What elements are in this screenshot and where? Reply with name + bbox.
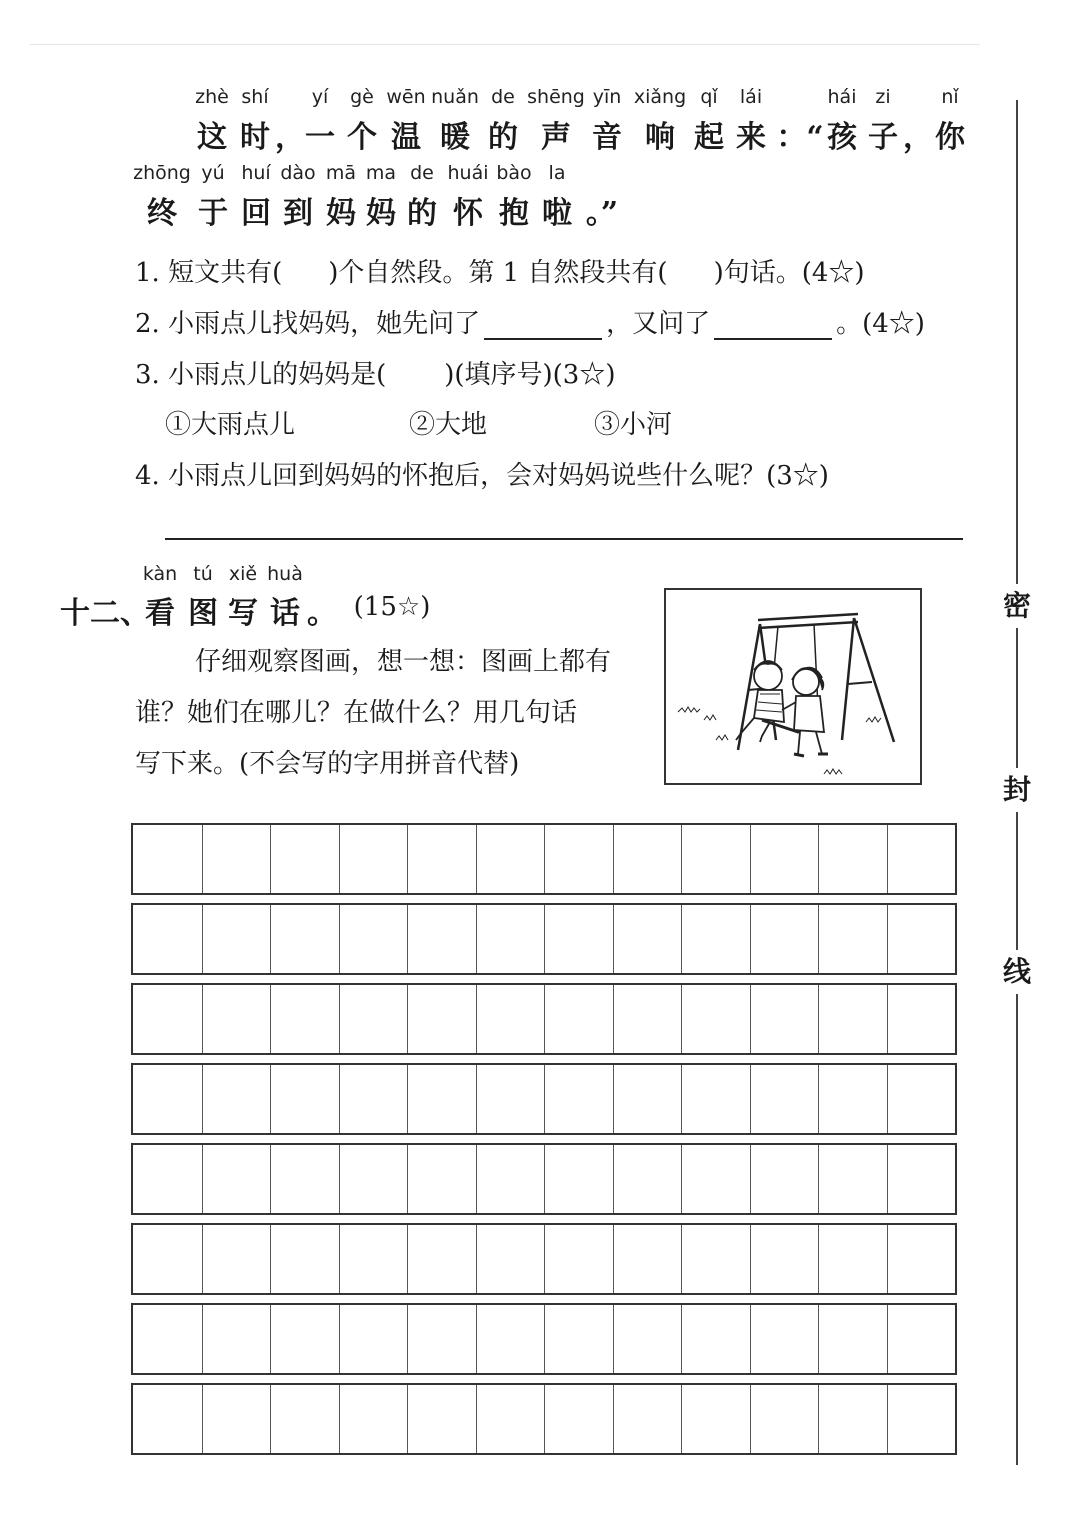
grid-cell[interactable] [750,1385,820,1453]
char: 。 [307,596,337,631]
char: 音 [592,120,622,155]
grid-cell[interactable] [407,905,477,973]
grid-cell[interactable] [544,905,614,973]
grid-cell[interactable] [818,1065,888,1133]
grid-cell[interactable] [476,1065,546,1133]
grid-cell[interactable] [202,1145,272,1213]
char: 温 [391,120,421,155]
grid-cell[interactable] [133,1385,202,1453]
top-rule [30,44,980,45]
grid-cell[interactable] [681,1145,751,1213]
grid-cell[interactable] [339,1385,409,1453]
pinyin: ma [365,162,397,184]
answer-blank[interactable] [484,314,602,340]
grid-cell[interactable] [750,1225,820,1293]
option-2: ②大地 [409,410,488,440]
grid-cell[interactable] [818,1145,888,1213]
char: 子 [868,120,898,155]
passage-line1-text [0,112,1000,155]
char: 的 [407,196,437,231]
grid-cell[interactable] [270,1065,340,1133]
grid-cell[interactable] [407,1305,477,1373]
grid-cell[interactable] [270,1225,340,1293]
grid-cell[interactable] [818,825,888,893]
char: 到 [283,196,313,231]
grid-row [131,1383,957,1455]
grid-cell[interactable] [887,1305,957,1373]
char: 的 [488,120,518,155]
grid-cell[interactable] [202,1065,272,1133]
grid-cell[interactable] [750,985,820,1053]
char: 起 [694,120,724,155]
pinyin: tú [193,563,213,585]
question-2 [135,303,925,340]
pinyin: kàn [142,563,178,585]
grid-cell[interactable] [681,1065,751,1133]
swing-illustration [666,590,920,783]
grid-cell[interactable] [133,905,202,973]
section-number: 十二、 [60,596,150,631]
pinyin: mā [325,162,357,184]
pinyin: huái [447,162,489,184]
pinyin: nuǎn [431,86,479,108]
grid-cell[interactable] [133,1065,202,1133]
grid-cell[interactable] [133,1305,202,1373]
grid-cell[interactable] [202,1385,272,1453]
section12-instruction-2: 谁？她们在哪儿？在做什么？用几句话 [135,698,578,728]
grid-cell[interactable] [818,1225,888,1293]
grid-cell[interactable] [544,1225,614,1293]
char: 这 [197,120,227,155]
grid-cell[interactable] [613,985,683,1053]
grid-cell[interactable] [202,1225,272,1293]
grid-cell[interactable] [476,1145,546,1213]
passage-line2-pinyin [0,162,1000,188]
answer-blank[interactable] [714,314,832,340]
section12-instruction-1: 仔细观察图画，想一想：图画上都有 [195,647,612,677]
grid-cell[interactable] [544,985,614,1053]
seal-char-feng: 封 [1000,768,1034,812]
grid-cell[interactable] [270,985,340,1053]
swing-picture [664,588,922,785]
pinyin: gè [350,86,374,108]
char: 看 [145,596,175,631]
grid-cell[interactable] [270,1385,340,1453]
char: 抱 [499,196,529,231]
grid-cell[interactable] [544,1305,614,1373]
grid-cell[interactable] [887,985,957,1053]
grid-cell[interactable] [339,985,409,1053]
pinyin: yú [201,162,225,184]
grid-cell[interactable] [818,905,888,973]
question-1-part-c: )句话。(4☆) [713,258,865,288]
grid-cell[interactable] [202,1305,272,1373]
grid-cell[interactable] [270,905,340,973]
grid-cell[interactable] [887,1225,957,1293]
grid-cell[interactable] [476,1225,546,1293]
grid-cell[interactable] [613,1065,683,1133]
pinyin: zhōng [133,162,191,184]
grid-cell[interactable] [613,1305,683,1373]
grid-row [131,903,957,975]
char: ， [903,120,933,155]
grid-cell[interactable] [407,1065,477,1133]
grid-cell[interactable] [544,1385,614,1453]
grid-cell[interactable] [270,1305,340,1373]
grid-cell[interactable] [339,825,409,893]
grid-cell[interactable] [887,825,957,893]
grid-cell[interactable] [544,825,614,893]
grid-cell[interactable] [407,825,477,893]
grid-cell[interactable] [476,825,546,893]
grid-cell[interactable] [339,905,409,973]
grid-cell[interactable] [887,905,957,973]
grid-cell[interactable] [681,825,751,893]
grid-cell[interactable] [339,1225,409,1293]
question-3 [135,354,615,391]
grid-cell[interactable] [750,825,820,893]
grid-cell[interactable] [544,1145,614,1213]
pinyin: yīn [592,86,622,108]
char: 写 [228,596,258,631]
pinyin: bào [496,162,532,184]
section12-score: (15☆) [353,592,431,622]
pinyin: wēn [386,86,426,108]
question-2-part-c: 。(4☆) [836,309,925,339]
char: 妈 [366,196,396,231]
char: 图 [188,596,218,631]
grid-cell[interactable] [681,1305,751,1373]
grid-cell[interactable] [887,1145,957,1213]
char: 于 [198,196,228,231]
grid-cell[interactable] [681,1385,751,1453]
char: 话 [270,596,300,631]
grid-cell[interactable] [613,1225,683,1293]
grid-cell[interactable] [270,1145,340,1213]
pinyin: yí [311,86,329,108]
pinyin: dào [280,162,316,184]
char: ：“ [776,120,824,155]
pinyin: huà [267,563,303,585]
seal-char-xian: 线 [1000,950,1034,994]
grid-cell[interactable] [339,1065,409,1133]
grid-cell[interactable] [818,985,888,1053]
grid-cell[interactable] [476,985,546,1053]
char: 你 [935,120,965,155]
question-4: 4. 小雨点儿回到妈妈的怀抱后，会对妈妈说些什么呢？(3☆) [135,461,829,491]
char: 声 [541,120,571,155]
char: 妈 [326,196,356,231]
char: 暖 [440,120,470,155]
grid-row [131,823,957,895]
pinyin: shí [241,86,269,108]
pinyin: de [410,162,434,184]
grid-cell[interactable] [681,905,751,973]
char: 时 [240,120,270,155]
option-1: ①大雨点儿 [165,410,296,440]
char: ， [275,120,305,155]
question-1-part-b: )个自然段。第 1 自然段共有( [328,258,668,288]
grid-row [131,1223,957,1295]
grid-cell[interactable] [613,825,683,893]
grid-cell[interactable] [681,1225,751,1293]
char: 啦 [542,196,572,231]
char: 来 [736,120,766,155]
pinyin: shēng [527,86,585,108]
passage-line1-pinyin [0,86,1000,112]
grid-row [131,1063,957,1135]
grid-cell[interactable] [887,1385,957,1453]
question-3-part-a: 3. 小雨点儿的妈妈是( [135,360,387,390]
section12-instruction-3: 写下来。(不会写的字用拼音代替) [135,749,520,779]
section12-title-chars [0,588,460,631]
grid-cell[interactable] [339,1145,409,1213]
char: 回 [241,196,271,231]
pinyin: nǐ [941,86,959,108]
grid-cell[interactable] [407,1225,477,1293]
char: 响 [645,120,675,155]
char: 一 [305,120,335,155]
grid-cell[interactable] [270,825,340,893]
grid-cell[interactable] [407,985,477,1053]
question-2-part-b: ，又问了 [606,309,711,339]
grid-cell[interactable] [202,905,272,973]
pinyin: la [548,162,566,184]
char: 。” [585,196,619,231]
pinyin: xiǎng [633,86,687,108]
grid-cell[interactable] [613,1145,683,1213]
seal-char-mi: 密 [1000,584,1034,628]
grid-row [131,1303,957,1375]
answer-line[interactable] [165,538,963,540]
grid-cell[interactable] [407,1385,477,1453]
grid-cell[interactable] [202,985,272,1053]
grid-cell[interactable] [476,1385,546,1453]
char: 终 [147,196,177,231]
grid-cell[interactable] [202,825,272,893]
question-2-part-a: 2. 小雨点儿找妈妈，她先问了 [135,309,481,339]
question-1 [135,252,865,289]
pinyin: zhè [195,86,229,108]
girl-sitting [736,661,784,742]
grid-cell[interactable] [476,1305,546,1373]
pinyin: xiě [228,563,258,585]
passage-line2-text [0,188,1000,231]
section12-pinyin [0,563,400,589]
grid-cell[interactable] [339,1305,409,1373]
grid-cell[interactable] [681,985,751,1053]
question-3-options [165,404,672,441]
girl-pushing [782,668,828,756]
grid-cell[interactable] [750,1065,820,1133]
pinyin: huí [241,162,271,184]
pinyin: qǐ [700,86,718,108]
pinyin: lái [739,86,763,108]
grid-cell[interactable] [133,1145,202,1213]
question-1-part-a: 1. 短文共有( [135,258,283,288]
grid-cell[interactable] [476,905,546,973]
pinyin: zi [875,86,891,108]
grid-cell[interactable] [750,1145,820,1213]
char: 怀 [453,196,483,231]
char: 孩 [827,120,857,155]
grid-cell[interactable] [750,905,820,973]
char: 个 [347,120,377,155]
grid-cell[interactable] [133,985,202,1053]
grid-cell[interactable] [407,1145,477,1213]
grid-cell[interactable] [613,1385,683,1453]
grid-row [131,1143,957,1215]
grid-row [131,983,957,1055]
grid-cell[interactable] [133,825,202,893]
writing-grid[interactable] [131,823,955,1459]
grid-cell[interactable] [818,1305,888,1373]
grid-cell[interactable] [544,1065,614,1133]
pinyin: de [491,86,515,108]
question-3-part-b: )(填序号)(3☆) [444,360,616,390]
grid-cell[interactable] [818,1385,888,1453]
pinyin: hái [827,86,857,108]
grid-cell[interactable] [613,905,683,973]
option-3: ③小河 [594,410,673,440]
grid-cell[interactable] [750,1305,820,1373]
grid-cell[interactable] [133,1225,202,1293]
grid-cell[interactable] [887,1065,957,1133]
